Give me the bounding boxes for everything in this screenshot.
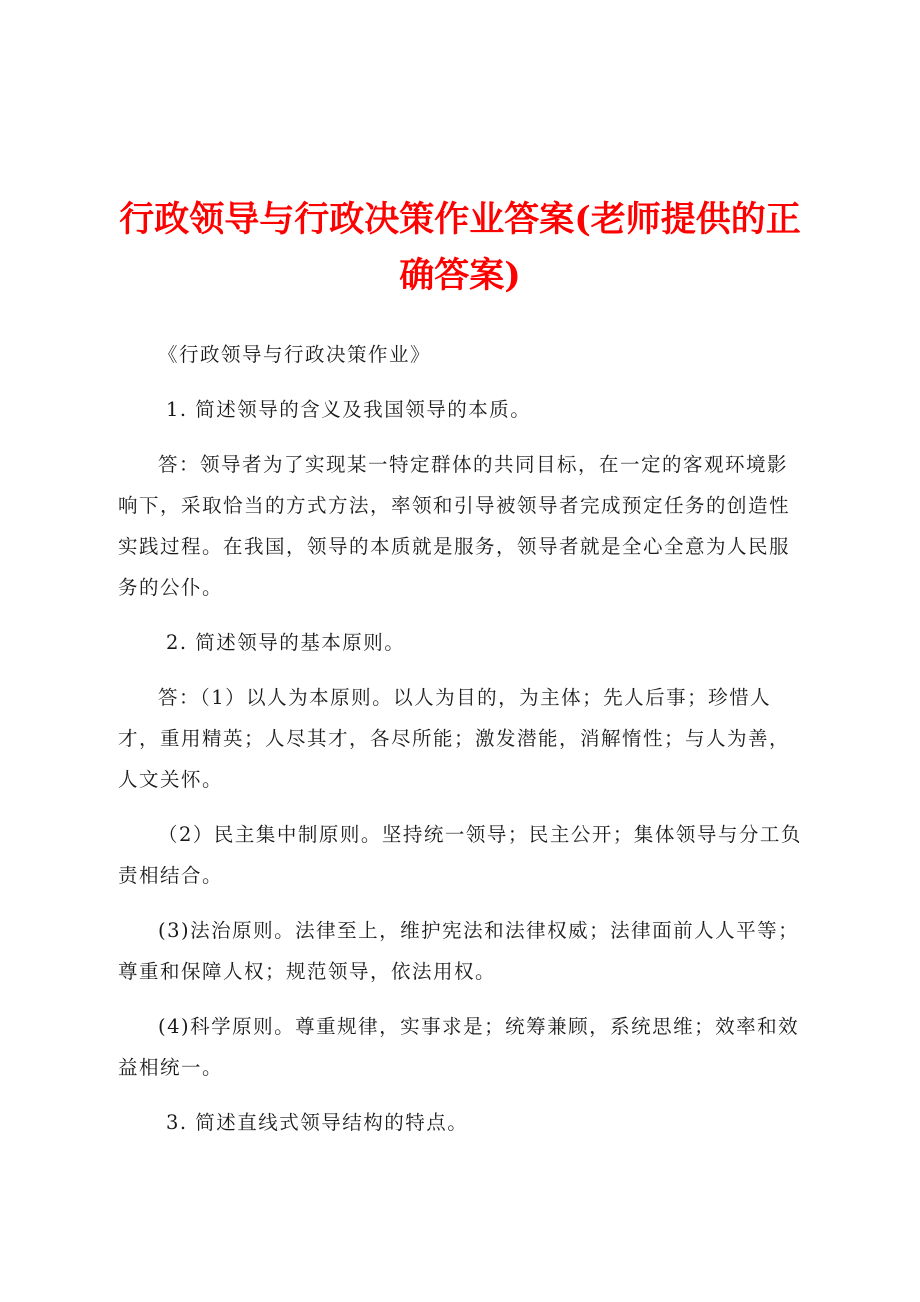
paragraph-answer-1: 答：领导者为了实现某一特定群体的共同目标，在一定的客观环境影响下，采取恰当的方式方法，率领和引导被领导者完成预定任务的创造性实践过程。在我国，领导的本质就是服务，领导者就是全心全意为人民服务的公仆。 <box>118 453 791 599</box>
paragraph-answer-2-point-2: （2）民主集中制原则。坚持统一领导；民主公开；集体领导与分工负责相结合。 <box>118 823 802 887</box>
paragraph-answer-2-point-4: (4)科学原则。尊重规律，实事求是；统筹兼顾，系统思维；效率和效益相统一。 <box>118 1015 800 1079</box>
document-body <box>118 334 808 1157</box>
document-title: 行政领导与行政决策作业答案(老师提供的正确答案) <box>119 199 801 296</box>
paragraph-question-1: 1. 简述领导的含义及我国领导的本质。 <box>166 398 532 421</box>
paragraph-answer-2-point-3: (3)法治原则。法律至上，维护宪法和法律权威；法律面前人人平等；尊重和保障人权；规范领导，依法用权。 <box>118 919 800 983</box>
paragraph-answer-2-point-1: 答：（1）以人为本原则。以人为目的，为主体；先人后事；珍惜人才，重用精英；人尽其才，各尽所能；激发潜能，消解惰性；与人为善，人文关怀。 <box>118 686 791 791</box>
paragraph-assignment-title: 《行政领导与行政决策作业》 <box>158 343 432 366</box>
paragraph-question-3: 3. 简述直线式领导结构的特点。 <box>166 1111 469 1134</box>
paragraph-question-2: 2. 简述领导的基本原则。 <box>166 631 406 654</box>
